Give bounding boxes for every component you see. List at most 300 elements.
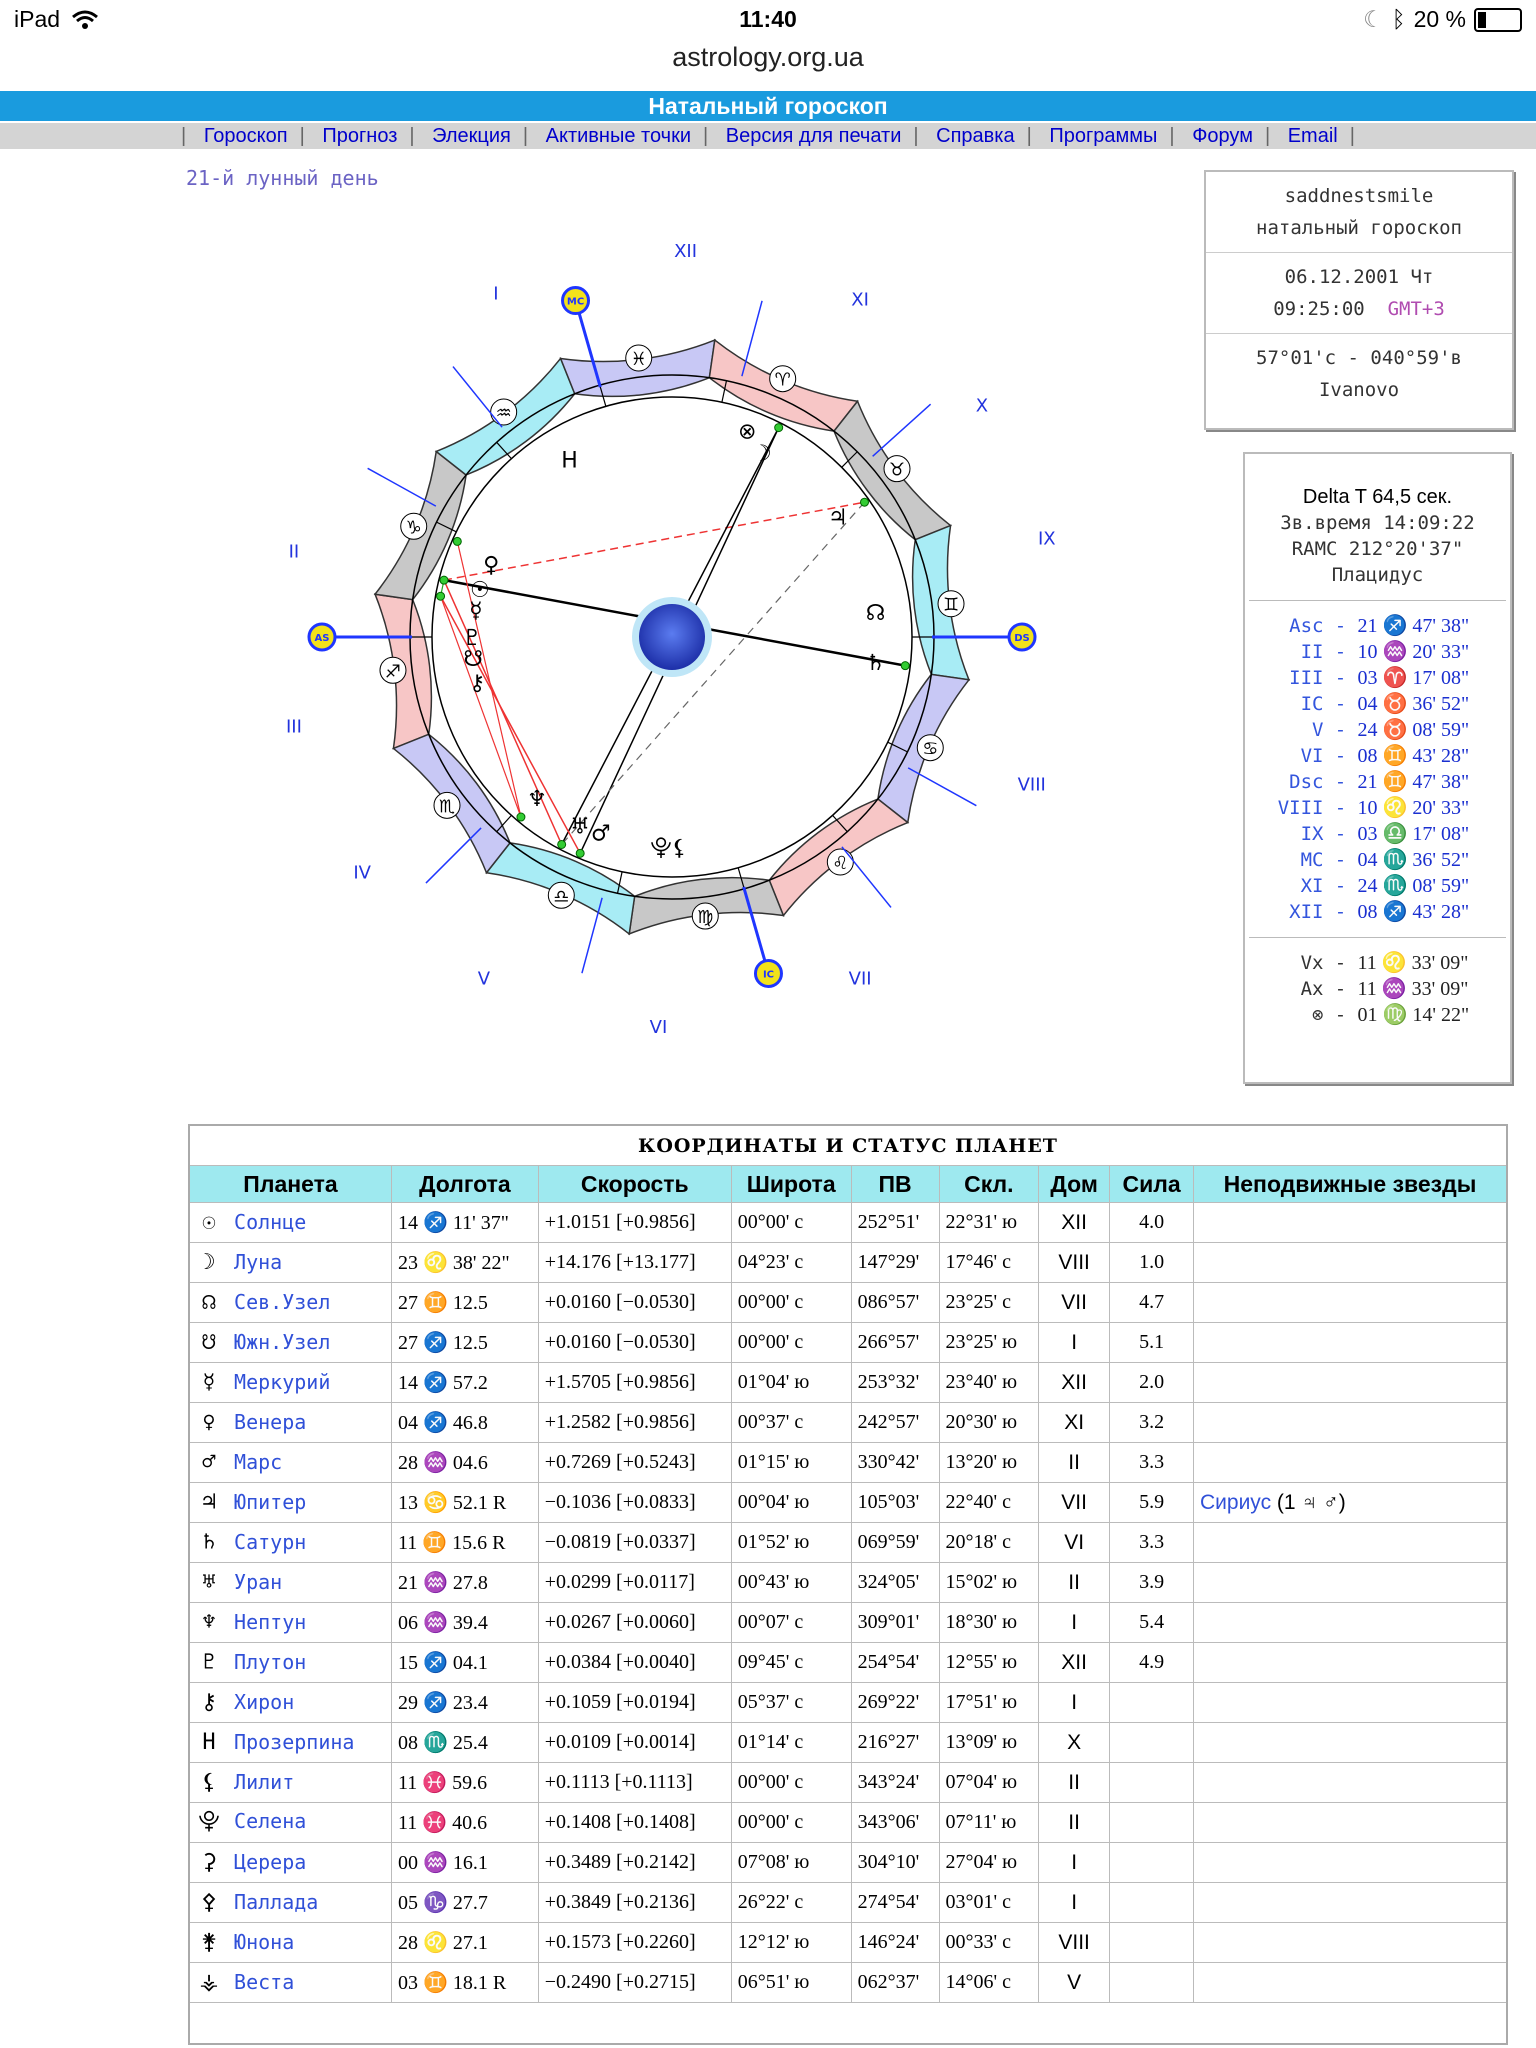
separator: - bbox=[1334, 978, 1347, 1000]
house-label: VI bbox=[649, 1016, 668, 1038]
planet-table bbox=[188, 1124, 1508, 2045]
house-system: Плацидус bbox=[1331, 564, 1424, 586]
house-cusp-tick bbox=[908, 768, 976, 806]
separator: - bbox=[1334, 952, 1347, 974]
longitude: 08 ♏ 25.4 bbox=[391, 1723, 538, 1763]
power: 3.2 bbox=[1110, 1403, 1194, 1443]
aspect-point bbox=[437, 592, 445, 600]
planet-cell[interactable] bbox=[189, 1243, 391, 1283]
power: 4.0 bbox=[1110, 1203, 1194, 1243]
planet-cell[interactable] bbox=[189, 1323, 391, 1363]
house: II bbox=[1039, 1763, 1110, 1803]
table-row bbox=[189, 1923, 1507, 1963]
power: 3.3 bbox=[1110, 1443, 1194, 1483]
birth-time: 09:25:00 bbox=[1273, 298, 1365, 320]
cusp-value: 03 ♎ 17' 08" bbox=[1357, 823, 1470, 845]
zodiac-sign-icon: ♓ bbox=[630, 348, 647, 370]
house-label: V bbox=[477, 968, 491, 990]
declination: 13°20' ю bbox=[939, 1443, 1039, 1483]
planet-name[interactable]: Плутон bbox=[234, 1650, 307, 1674]
table-caption: КООРДИНАТЫ И СТАТУС ПЛАНЕТ bbox=[189, 1125, 1507, 1166]
column-header: Долгота bbox=[391, 1166, 538, 1203]
planet-name[interactable]: Венера bbox=[234, 1410, 307, 1434]
cusp-value: 24 ♏ 08' 59" bbox=[1357, 875, 1470, 897]
separator: - bbox=[1334, 823, 1347, 845]
speed: +0.0384 [+0.0040] bbox=[538, 1643, 731, 1683]
fixed-star bbox=[1194, 1523, 1508, 1563]
right-ascension: 254°54' bbox=[851, 1643, 939, 1683]
status-right bbox=[1363, 6, 1522, 33]
nav-link-forecast[interactable]: Прогноз bbox=[322, 125, 398, 147]
right-ascension: 309°01' bbox=[851, 1603, 939, 1643]
planet-glyph-icon: H bbox=[561, 448, 578, 474]
longitude: 04 ♐ 46.8 bbox=[391, 1403, 538, 1443]
clock: 11:40 bbox=[739, 6, 797, 32]
planet-name[interactable]: Хирон bbox=[234, 1690, 295, 1714]
fixed-star bbox=[1194, 1203, 1508, 1243]
aspect-point bbox=[576, 849, 584, 857]
planet-name[interactable]: Луна bbox=[234, 1250, 283, 1274]
power bbox=[1110, 1843, 1194, 1883]
table-row bbox=[189, 1403, 1507, 1443]
declination: 23°25' ю bbox=[939, 1323, 1039, 1363]
house: I bbox=[1039, 1883, 1110, 1923]
moon-icon: ☾ bbox=[1363, 6, 1384, 32]
declination: 03°01' с bbox=[939, 1883, 1039, 1923]
fixed-star bbox=[1194, 1803, 1508, 1843]
planet-glyph-icon: ☿ bbox=[202, 1370, 216, 1395]
planet-glyph-icon: ☿ bbox=[469, 598, 483, 624]
separator: - bbox=[1334, 641, 1347, 663]
right-ascension: 062°37' bbox=[851, 1963, 939, 2003]
planet-name[interactable]: Церера bbox=[234, 1850, 307, 1874]
table-row bbox=[189, 1443, 1507, 1483]
planet-name[interactable]: Марс bbox=[234, 1450, 283, 1474]
table-row bbox=[189, 1283, 1507, 1323]
house: XII bbox=[1039, 1203, 1110, 1243]
ic-marker-label: IC bbox=[762, 969, 775, 981]
planet-name[interactable]: Селена bbox=[234, 1808, 307, 1833]
planet-name[interactable]: Юпитер bbox=[234, 1490, 307, 1514]
cusp-value: 24 ♉ 08' 59" bbox=[1357, 719, 1470, 741]
house: VIII bbox=[1039, 1243, 1110, 1283]
latitude: 00°37' с bbox=[731, 1403, 851, 1443]
zodiac-sign-icon: ♑ bbox=[405, 517, 422, 539]
device-name: iPad bbox=[14, 6, 61, 32]
point-name: ⊗ bbox=[1312, 1004, 1324, 1026]
planet-glyph-icon: ♆ bbox=[202, 1610, 216, 1635]
longitude: 11 ♓ 59.6 bbox=[391, 1763, 538, 1803]
earth-icon bbox=[639, 604, 705, 670]
planet-cell[interactable] bbox=[189, 1963, 391, 2003]
planet-cell[interactable] bbox=[189, 1483, 391, 1523]
fixed-star bbox=[1194, 1763, 1508, 1803]
column-header: Планета bbox=[189, 1166, 391, 1203]
longitude: 28 ♒ 04.6 bbox=[391, 1443, 538, 1483]
fixed-star bbox=[1194, 1963, 1508, 2003]
speed: +0.0109 [+0.0014] bbox=[538, 1723, 731, 1763]
planet-cell[interactable] bbox=[189, 1843, 391, 1883]
speed: +0.7269 [+0.5243] bbox=[538, 1443, 731, 1483]
planet-cell[interactable] bbox=[189, 1683, 391, 1723]
planet-name[interactable]: Прозерпина bbox=[234, 1730, 355, 1754]
column-header: Скорость bbox=[538, 1166, 731, 1203]
table-header-row bbox=[189, 1166, 1507, 1203]
house-label: III bbox=[285, 716, 302, 738]
table-row bbox=[189, 1683, 1507, 1723]
house: II bbox=[1039, 1443, 1110, 1483]
cusp-row bbox=[1245, 665, 1510, 691]
longitude: 11 ♊ 15.6 R bbox=[391, 1523, 538, 1563]
right-ascension: 069°59' bbox=[851, 1523, 939, 1563]
fixed-star bbox=[1194, 1363, 1508, 1403]
cusp-name: XII bbox=[1289, 901, 1324, 923]
planet-cell[interactable] bbox=[189, 1563, 391, 1603]
cusp-value: 03 ♈ 17' 08" bbox=[1357, 667, 1470, 689]
planet-name[interactable]: Нептун bbox=[234, 1610, 307, 1634]
planet-cell[interactable] bbox=[189, 1803, 391, 1843]
speed: +0.0160 [−0.0530] bbox=[538, 1283, 731, 1323]
house-cusp-tick bbox=[368, 468, 436, 506]
cusp-row bbox=[1245, 873, 1510, 899]
speed: −0.2490 [+0.2715] bbox=[538, 1963, 731, 2003]
points-list bbox=[1245, 950, 1510, 1028]
house-label: I bbox=[493, 283, 499, 305]
table-row bbox=[189, 1603, 1507, 1643]
battery-icon bbox=[1474, 8, 1522, 32]
cusp-value: 21 ♐ 47' 38" bbox=[1357, 615, 1470, 637]
planet-cell[interactable] bbox=[189, 1363, 391, 1403]
zodiac-sign-icon: ♏ bbox=[438, 796, 456, 818]
fixed-star bbox=[1194, 1723, 1508, 1763]
separator: - bbox=[1334, 615, 1347, 637]
right-ascension: 147°29' bbox=[851, 1243, 939, 1283]
column-header: ПВ bbox=[851, 1166, 939, 1203]
zodiac-sign-icon: ♌ bbox=[832, 853, 849, 875]
cusp-name: VIII bbox=[1277, 797, 1324, 819]
cusp-name: IX bbox=[1300, 823, 1324, 845]
right-ascension: 242°57' bbox=[851, 1403, 939, 1443]
fixed-star bbox=[1194, 1923, 1508, 1963]
house-cusp-tick bbox=[426, 828, 481, 883]
cusp-value: 10 ♌ 20' 33" bbox=[1357, 797, 1470, 819]
planet-cell[interactable] bbox=[189, 1443, 391, 1483]
power bbox=[1110, 1723, 1194, 1763]
declination: 07°11' ю bbox=[939, 1803, 1039, 1843]
power bbox=[1110, 1763, 1194, 1803]
cusp-row bbox=[1245, 743, 1510, 769]
nav-link-forum[interactable]: Форум bbox=[1192, 125, 1253, 147]
right-ascension: 105°03' bbox=[851, 1483, 939, 1523]
speed: +14.176 [+13.177] bbox=[538, 1243, 731, 1283]
planet-name[interactable]: Паллада bbox=[234, 1890, 319, 1914]
right-ascension: 252°51' bbox=[851, 1203, 939, 1243]
speed: +1.5705 [+0.9856] bbox=[538, 1363, 731, 1403]
house-label: XII bbox=[674, 241, 698, 263]
planet-glyph-icon: ⯓ bbox=[650, 835, 672, 861]
declination: 15°02' ю bbox=[939, 1563, 1039, 1603]
house: XI bbox=[1039, 1403, 1110, 1443]
house-label: VIII bbox=[1017, 774, 1046, 796]
nav-menu: | Гороскоп | Прогноз | Элекция | Активные точки | Версия для печати | Справка | Программы | Форум | Email | bbox=[0, 123, 1536, 149]
planet-name[interactable]: Уран bbox=[234, 1570, 283, 1594]
nav-link-help[interactable]: Справка bbox=[936, 125, 1015, 147]
point-name: Ax bbox=[1300, 978, 1324, 1000]
cusp-name: II bbox=[1300, 641, 1324, 663]
separator: - bbox=[1334, 797, 1347, 819]
fixed-star bbox=[1194, 1243, 1508, 1283]
table-row bbox=[189, 1803, 1507, 1843]
planet-cell[interactable] bbox=[189, 1723, 391, 1763]
planet-cell[interactable] bbox=[189, 1923, 391, 1963]
planet-cell[interactable] bbox=[189, 1763, 391, 1803]
table-row bbox=[189, 1643, 1507, 1683]
power bbox=[1110, 1963, 1194, 2003]
house: II bbox=[1039, 1803, 1110, 1843]
fixed-star bbox=[1194, 1403, 1508, 1443]
planet-glyph-icon: H bbox=[202, 1730, 216, 1755]
planet-name[interactable]: Лилит bbox=[234, 1770, 295, 1794]
latitude: 01°15' ю bbox=[731, 1443, 851, 1483]
aspect-point bbox=[517, 813, 525, 821]
point-row bbox=[1245, 950, 1510, 976]
separator: - bbox=[1334, 901, 1347, 923]
cusp-row bbox=[1245, 639, 1510, 665]
aspect-point bbox=[775, 424, 783, 432]
battery-percent: 20 % bbox=[1413, 6, 1466, 32]
nav-link-election[interactable]: Элекция bbox=[432, 125, 511, 147]
separator: - bbox=[1334, 849, 1347, 871]
separator: - bbox=[1334, 875, 1347, 897]
power bbox=[1110, 1883, 1194, 1923]
longitude: 14 ♐ 11' 37" bbox=[391, 1203, 538, 1243]
speed: −0.0819 [+0.0337] bbox=[538, 1523, 731, 1563]
power: 3.9 bbox=[1110, 1563, 1194, 1603]
planet-cell[interactable] bbox=[189, 1523, 391, 1563]
speed: −0.1036 [+0.0833] bbox=[538, 1483, 731, 1523]
planet-glyph-icon: ♇ bbox=[462, 626, 482, 651]
longitude: 00 ♒ 16.1 bbox=[391, 1843, 538, 1883]
house-label: IX bbox=[1037, 528, 1056, 550]
point-value: 11 ♌ 33' 09" bbox=[1357, 952, 1469, 974]
address-bar[interactable]: astrology.org.ua bbox=[672, 42, 864, 72]
latitude: 00°00' с bbox=[731, 1323, 851, 1363]
planet-glyph-icon: ♅ bbox=[570, 814, 590, 840]
column-header: Дом bbox=[1039, 1166, 1110, 1203]
nav-link-print-version[interactable]: Версия для печати bbox=[725, 125, 902, 147]
nav-link-email[interactable]: Email bbox=[1287, 125, 1338, 147]
zodiac-sign-icon: ♐ bbox=[384, 661, 402, 683]
table-row bbox=[189, 1323, 1507, 1363]
house-cusp-tick bbox=[453, 367, 502, 428]
longitude: 21 ♒ 27.8 bbox=[391, 1563, 538, 1603]
planet-cell[interactable] bbox=[189, 1403, 391, 1443]
planet-cell[interactable] bbox=[189, 1603, 391, 1643]
house: VII bbox=[1039, 1483, 1110, 1523]
house-label: XI bbox=[851, 289, 869, 311]
column-header: Широта bbox=[731, 1166, 851, 1203]
chart-type: натальный гороскоп bbox=[1256, 217, 1462, 239]
planet-name[interactable]: Сатурн bbox=[234, 1530, 307, 1554]
planet-glyph-icon: ⚷ bbox=[469, 670, 486, 696]
birth-date: 06.12.2001 Чт bbox=[1284, 266, 1434, 288]
delta-t: Delta T 64,5 сек. bbox=[1302, 486, 1453, 508]
planet-glyph-icon: ♂ bbox=[202, 1450, 216, 1475]
fixed-star bbox=[1194, 1643, 1508, 1683]
planet-glyph-icon: ⊗ bbox=[738, 419, 757, 445]
planet-name[interactable]: Солнце bbox=[234, 1210, 307, 1234]
speed: +0.3849 [+0.2136] bbox=[538, 1883, 731, 1923]
planet-glyph-icon: ⚵ bbox=[200, 1930, 218, 1955]
ios-status-bar bbox=[0, 0, 1536, 44]
power: 3.3 bbox=[1110, 1523, 1194, 1563]
fixed-star bbox=[1194, 1603, 1508, 1643]
table-row bbox=[189, 1523, 1507, 1563]
latitude: 01°04' ю bbox=[731, 1363, 851, 1403]
planet-glyph-icon: ☋ bbox=[202, 1330, 216, 1355]
planet-cell[interactable] bbox=[189, 1883, 391, 1923]
declination: 27°04' ю bbox=[939, 1843, 1039, 1883]
planet-cell[interactable] bbox=[189, 1643, 391, 1683]
planet-name[interactable]: Меркурий bbox=[234, 1370, 331, 1394]
planet-cell[interactable] bbox=[189, 1283, 391, 1323]
separator: - bbox=[1334, 1004, 1347, 1026]
house-label: IV bbox=[353, 862, 371, 884]
page-title: Натальный гороскоп bbox=[0, 91, 1536, 121]
right-ascension: 266°57' bbox=[851, 1323, 939, 1363]
aspect-point bbox=[440, 576, 448, 584]
house-cusp-tick bbox=[873, 404, 931, 456]
declination: 23°25' с bbox=[939, 1283, 1039, 1323]
cusp-row bbox=[1245, 613, 1510, 639]
longitude: 29 ♐ 23.4 bbox=[391, 1683, 538, 1723]
planet-name[interactable]: Юнона bbox=[234, 1930, 295, 1954]
latitude: 07°08' ю bbox=[731, 1843, 851, 1883]
latitude: 09°45' с bbox=[731, 1643, 851, 1683]
zodiac-sign-icon: ♋ bbox=[922, 738, 939, 760]
star-link[interactable]: Сириус bbox=[1200, 1490, 1272, 1514]
planet-glyph-icon: ⚷ bbox=[200, 1690, 218, 1715]
column-header: Неподвижные звезды bbox=[1194, 1166, 1508, 1203]
cusp-name: MC bbox=[1300, 849, 1324, 871]
fixed-star bbox=[1194, 1563, 1508, 1603]
nav-link-active-points[interactable]: Активные точки bbox=[545, 125, 691, 147]
planet-name[interactable]: Сев.Узел bbox=[234, 1290, 331, 1314]
cusp-row bbox=[1245, 847, 1510, 873]
latitude: 00°00' с bbox=[731, 1803, 851, 1843]
declination: 13°09' ю bbox=[939, 1723, 1039, 1763]
ds-marker-label: DS bbox=[1014, 633, 1030, 644]
latitude: 04°23' с bbox=[731, 1243, 851, 1283]
aspect-line bbox=[444, 502, 865, 580]
power: 4.9 bbox=[1110, 1643, 1194, 1683]
power: 4.7 bbox=[1110, 1283, 1194, 1323]
planet-cell[interactable] bbox=[189, 1203, 391, 1243]
declination: 12°55' ю bbox=[939, 1643, 1039, 1683]
table-row bbox=[189, 1763, 1507, 1803]
planet-glyph-icon: ⚸ bbox=[200, 1770, 218, 1795]
point-row bbox=[1245, 976, 1510, 1002]
declination: 17°51' ю bbox=[939, 1683, 1039, 1723]
planet-glyph-icon: ⯓ bbox=[198, 1808, 220, 1834]
planet-glyph-icon: ♆ bbox=[527, 786, 547, 812]
planet-glyph-icon: ☊ bbox=[865, 601, 886, 627]
latitude: 00°00' с bbox=[731, 1283, 851, 1323]
planet-glyph-icon: ⚸ bbox=[671, 835, 688, 861]
planet-glyph-icon: ⚶ bbox=[199, 1970, 219, 1995]
cusp-value: 21 ♊ 47' 38" bbox=[1357, 771, 1470, 793]
right-ascension: 146°24' bbox=[851, 1923, 939, 1963]
separator: - bbox=[1334, 745, 1347, 767]
latitude: 05°37' с bbox=[731, 1683, 851, 1723]
planet-name[interactable]: Веста bbox=[234, 1970, 295, 1994]
longitude: 27 ♊ 12.5 bbox=[391, 1283, 538, 1323]
longitude: 05 ♑ 27.7 bbox=[391, 1883, 538, 1923]
table-body bbox=[189, 1203, 1507, 2003]
longitude: 11 ♓ 40.6 bbox=[391, 1803, 538, 1843]
planet-glyph-icon: ☽ bbox=[751, 441, 772, 467]
birth-place: Ivanovo bbox=[1318, 379, 1400, 401]
latitude: 12°12' ю bbox=[731, 1923, 851, 1963]
house: X bbox=[1039, 1723, 1110, 1763]
zodiac-sign-icon: ♊ bbox=[942, 594, 960, 616]
latitude: 06°51' ю bbox=[731, 1963, 851, 2003]
speed: +0.1059 [+0.0194] bbox=[538, 1683, 731, 1723]
declination: 18°30' ю bbox=[939, 1603, 1039, 1643]
longitude: 15 ♐ 04.1 bbox=[391, 1643, 538, 1683]
power: 2.0 bbox=[1110, 1363, 1194, 1403]
house-cusp-tick bbox=[842, 847, 891, 908]
as-marker-label: AS bbox=[314, 633, 330, 644]
planet-glyph-icon: ♀ bbox=[483, 552, 500, 578]
house: V bbox=[1039, 1963, 1110, 2003]
star-aspect: (1 ♃ ♂) bbox=[1276, 1490, 1346, 1514]
longitude: 13 ♋ 52.1 R bbox=[391, 1483, 538, 1523]
cusp-row bbox=[1245, 769, 1510, 795]
point-row bbox=[1245, 1002, 1510, 1028]
nav-link-programs[interactable]: Программы bbox=[1049, 125, 1158, 147]
latitude: 01°14' с bbox=[731, 1723, 851, 1763]
bluetooth-icon: ᛒ bbox=[1391, 6, 1406, 32]
planet-glyph-icon: ♃ bbox=[202, 1490, 216, 1515]
house: II bbox=[1039, 1563, 1110, 1603]
right-ascension: 274°54' bbox=[851, 1883, 939, 1923]
right-ascension: 269°22' bbox=[851, 1683, 939, 1723]
birth-coords: 57°01'с - 040°59'в bbox=[1256, 347, 1462, 369]
latitude: 00°00' с bbox=[731, 1763, 851, 1803]
separator: - bbox=[1334, 719, 1347, 741]
table-row bbox=[189, 1243, 1507, 1283]
house: XII bbox=[1039, 1363, 1110, 1403]
power: 5.4 bbox=[1110, 1603, 1194, 1643]
zodiac-sign-icon: ♒ bbox=[495, 402, 512, 424]
planet-name[interactable]: Южн.Узел bbox=[234, 1330, 331, 1354]
zodiac-sign-icon: ♍ bbox=[697, 907, 714, 929]
table-row bbox=[189, 1723, 1507, 1763]
cusp-name: XI bbox=[1300, 875, 1324, 897]
latitude: 00°04' ю bbox=[731, 1483, 851, 1523]
speed: +1.2582 [+0.9856] bbox=[538, 1403, 731, 1443]
house-label: VII bbox=[848, 968, 872, 990]
house: I bbox=[1039, 1683, 1110, 1723]
declination: 22°40' с bbox=[939, 1483, 1039, 1523]
power bbox=[1110, 1683, 1194, 1723]
planet-glyph-icon: ♀ bbox=[202, 1410, 216, 1435]
nav-link-horoscope[interactable]: Гороскоп bbox=[203, 125, 288, 147]
planet-glyph-icon: ☽ bbox=[202, 1250, 216, 1275]
cusp-value: 08 ♊ 43' 28" bbox=[1357, 745, 1470, 767]
planet-glyph-icon: ☉ bbox=[470, 578, 490, 604]
